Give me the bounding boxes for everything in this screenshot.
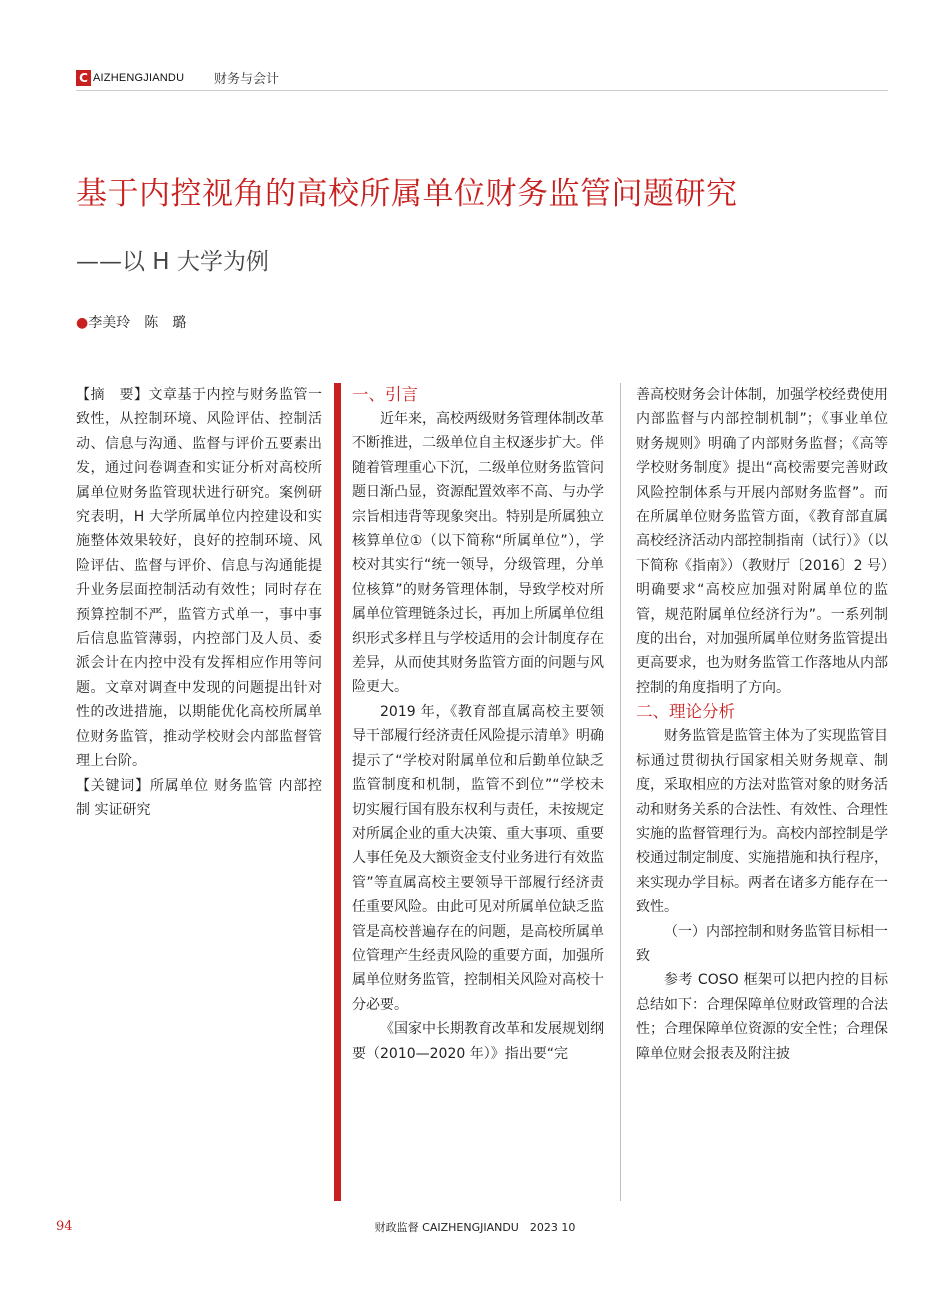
keywords: 【关键词】所属单位 财务监管 内部控制 实证研究 — [76, 777, 322, 818]
running-footer: 财政监督 CAIZHENGJIANDU 2023 10 — [374, 1221, 576, 1234]
author-line — [76, 312, 186, 332]
subheading: （一）内部控制和财务监管目标相一致 — [636, 923, 888, 964]
section-name: 财务与会计 — [214, 72, 280, 87]
section-heading-intro: 一、引言 — [352, 385, 418, 404]
article-subtitle: ——以 H 大学为例 — [76, 249, 269, 275]
journal-logo-icon: C — [76, 70, 91, 86]
body-column-2 — [636, 383, 888, 1066]
body-column-1 — [352, 383, 604, 1066]
abstract-text: 【摘 要】文章基于内控与财务监管一致性，从控制环境、风险评估、控制活动、信息与沟通、监督与评价五要素出发，通过问卷调查和实证分析对高校所属单位财务监管现状进行研究。案例研究表明，H 大学所属单位内控建设和实施整体效果较好，良好的控制环境、风险评估、监督与评价、信息与沟通能提升业务层面控制活动有效性；同时存在预算控制不严，监管方式单一，事中事后信息监管薄弱，内控部门及人员、委派会计在内控中没有发挥相应作用等问题。文章对调查中发现的问题提出针对性的改进措施，以期能优化高校所属单位财务监管，推动学校财会内部监督管理上台阶。 — [76, 387, 322, 770]
article-title: 基于内控视角的高校所属单位财务监管问题研究 — [76, 176, 738, 212]
paragraph: 2019 年，《教育部直属高校主要领导干部履行经济责任风险提示清单》明确提示了“学校对附属单位和后勤单位缺乏监管制度和机制，监管不到位”“学校未切实履行国有股东权利与责任，未按规定对所属企业的重大决策、重大事项、重要人事任免及大额资金支付业务进行有效监管”等直属高校主要领导干部履行经济责任重要风险。由此可见对所属单位缺乏监管是高校普遍存在的问题，是高校所属单位管理产生经责风险的重要方面，加强所属单位财务监管，控制相关风险对高校十分必要。 — [352, 703, 604, 1013]
column-divider-red — [334, 383, 341, 1201]
column-divider — [620, 383, 621, 1201]
abstract-column — [76, 383, 322, 822]
running-header — [76, 66, 888, 91]
section-heading-theory: 二、理论分析 — [636, 702, 735, 722]
paragraph: 参考 COSO 框架可以把内控的目标总结如下：合理保障单位财政管理的合法性；合理保障单位资源的安全性；合理保障单位财会报表及附注披 — [636, 972, 888, 1062]
journal-logo-text: AIZHENGJIANDU — [93, 72, 185, 84]
paragraph: 善高校财务会计体制，加强学校经费使用内部监督与内部控制机制”；《事业单位财务规则》明确了内部财务监督；《高等学校财务制度》提出“高校需要完善财政风险控制体系与开展内部财务监督”。而在所属单位财务监管方面，《教育部直属高校经济活动内部控制指南（试行）》（以下简称《指南》）（教财厅〔2016〕2 号）明确要求“高校应加强对附属单位的监管，规范附属单位经济行为”。一系列制度的出台，对加强所属单位财务监管提出更高要求，也为财务监管工作落地从内部控制的角度指明了方向。 — [636, 387, 888, 696]
page-number: 94 — [56, 1219, 73, 1234]
authors: 李美玲 陈 璐 — [88, 315, 187, 331]
paragraph: 《国家中长期教育改革和发展规划纲要（2010—2020 年）》指出要“完 — [352, 1021, 604, 1062]
paragraph: 财务监管是监管主体为了实现监管目标通过贯彻执行国家相关财务规章、制度，采取相应的方法对监管对象的财务活动和财务关系的合法性、有效性、合理性实施的监督管理行为。高校内部控制是学校通过制定制度、实施措施和执行程序，来实现办学目标。两者在诸多方能存在一致性。 — [636, 728, 888, 916]
paragraph: 近年来，高校两级财务管理体制改革不断推进，二级单位自主权逐步扩大。伴随着管理重心下沉，二级单位财务监管问题日渐凸显，资源配置效率不高、与办学宗旨相违背等现象突出。特别是所属独立核算单位①（以下简称“所属单位”），学校对其实行“统一领导，分级管理，分单位核算”的财务管理体制，导致学校对所属单位管理链条过长，再加上所属单位组织形式多样且与学校适用的会计制度存在差异，从而使其财务监管方面的问题与风险更大。 — [352, 411, 604, 696]
bullet-icon: ● — [76, 315, 89, 331]
